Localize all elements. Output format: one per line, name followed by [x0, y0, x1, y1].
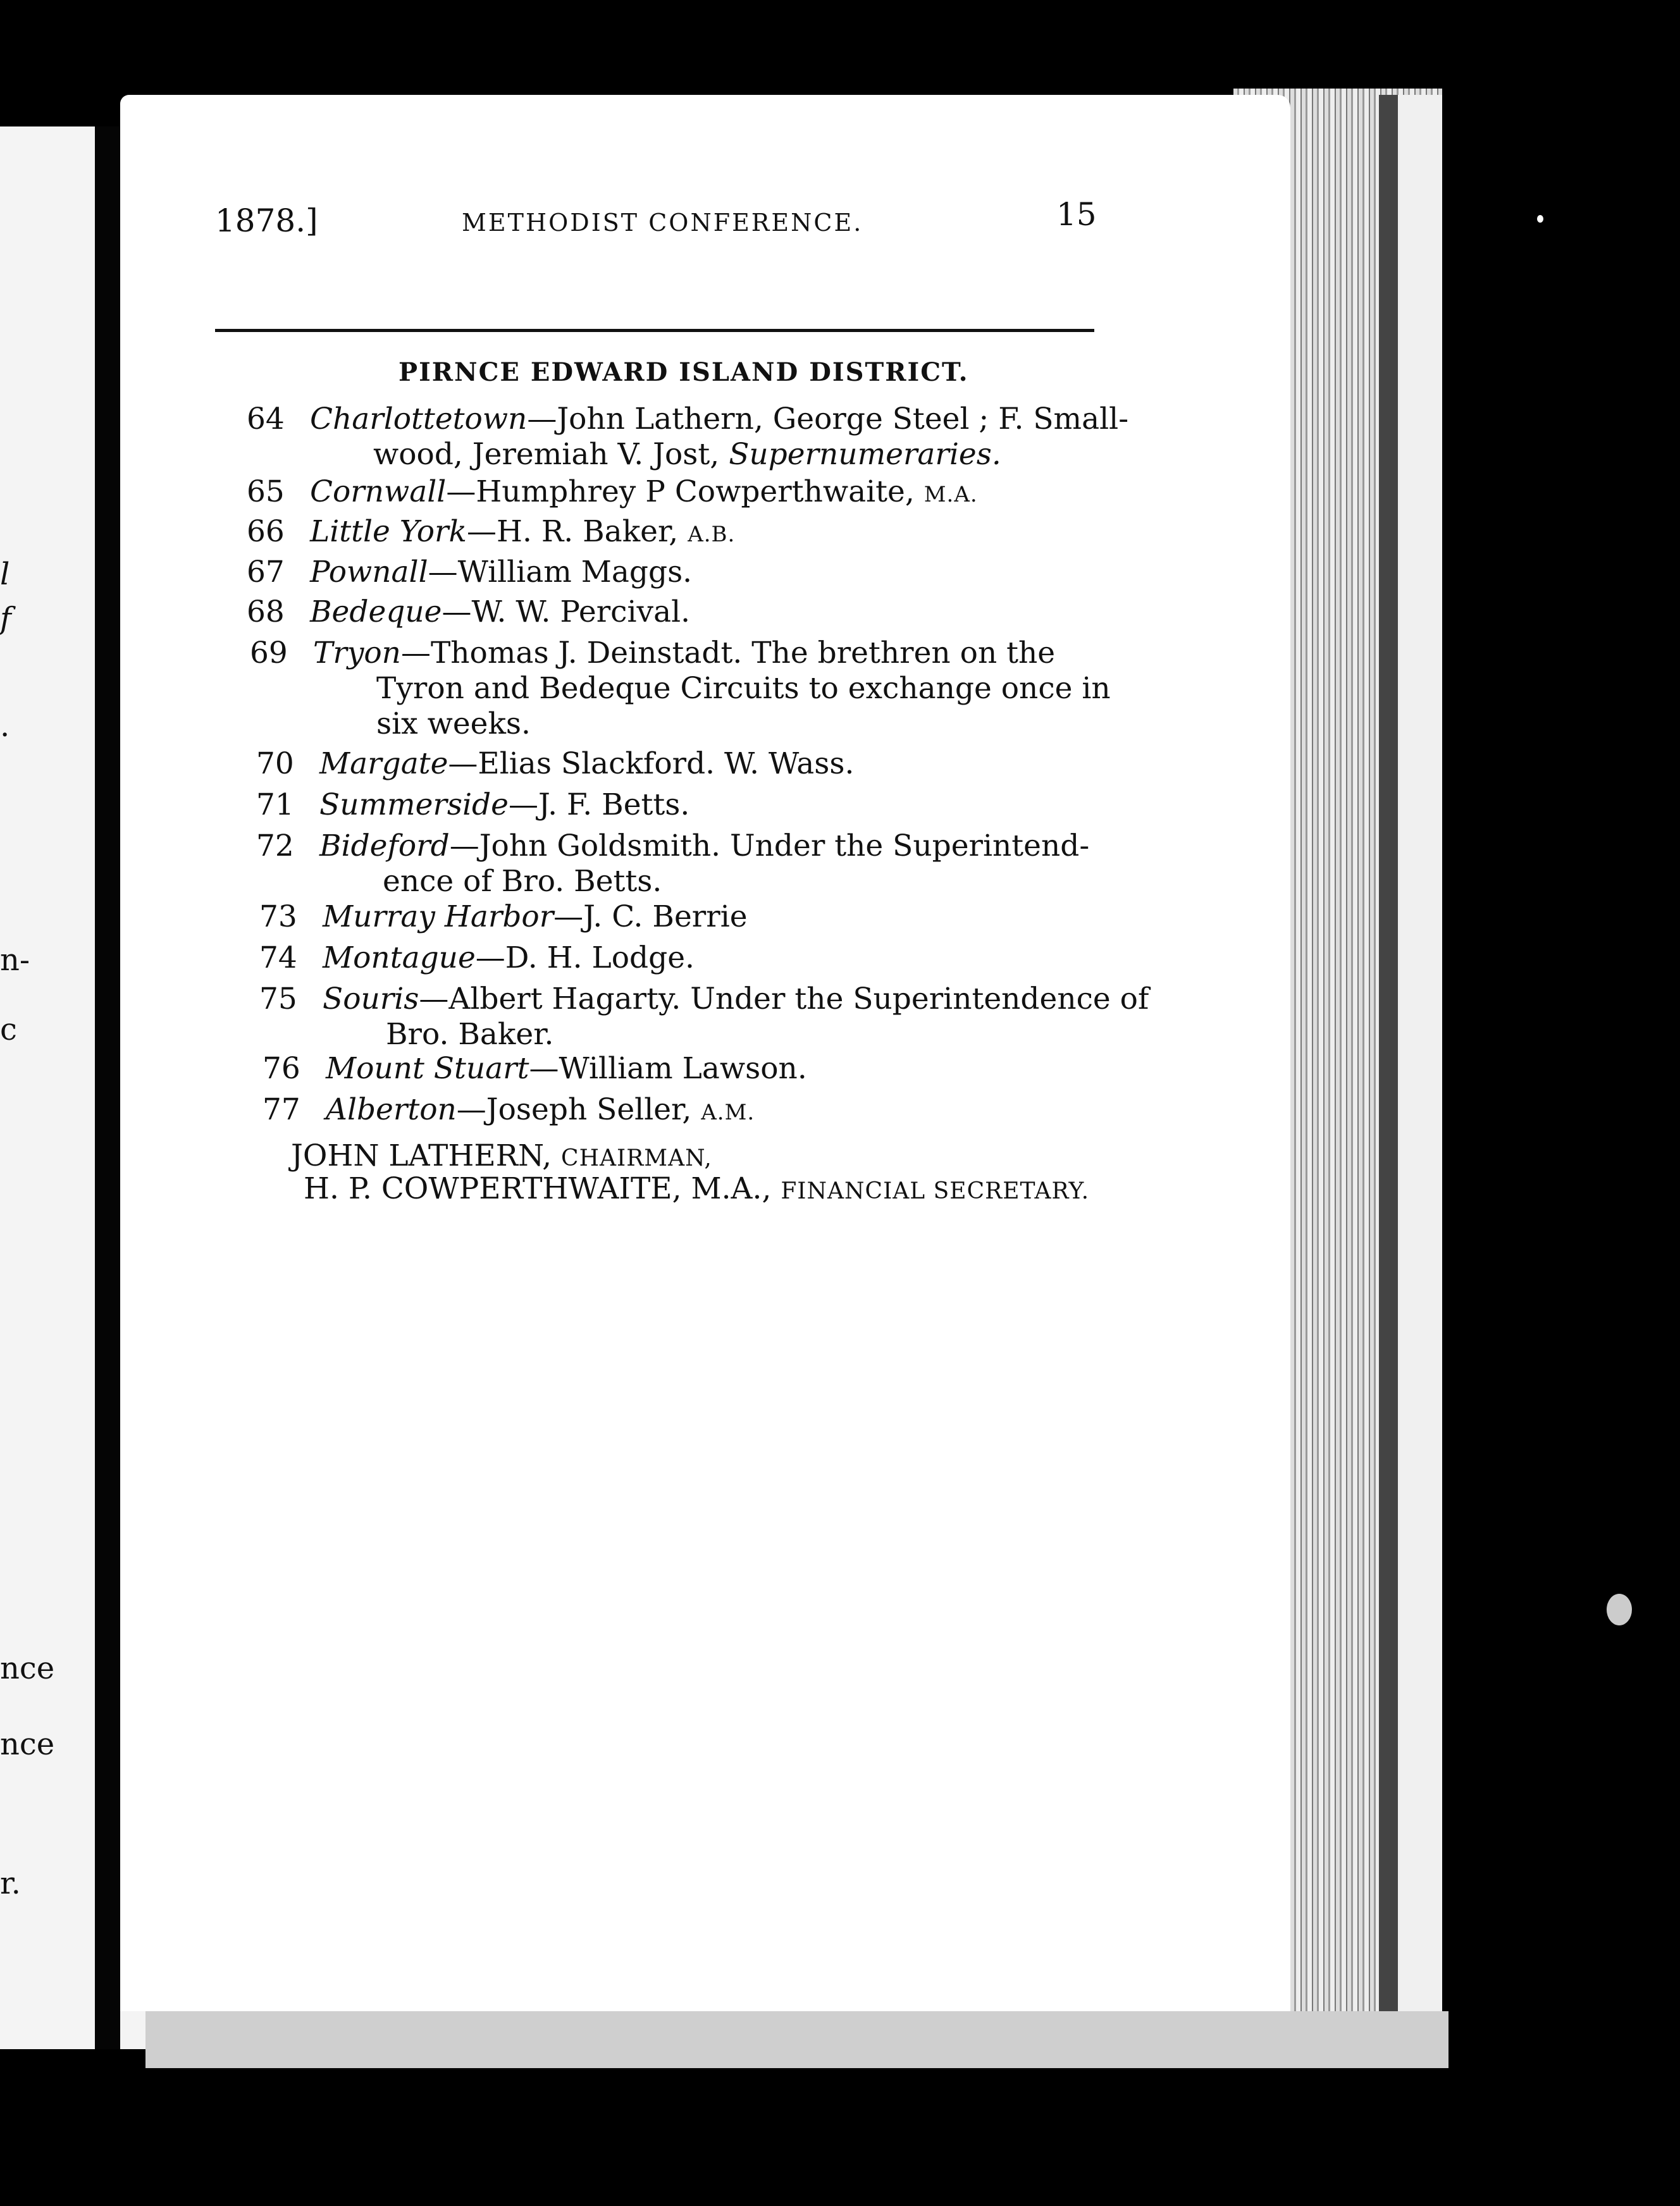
circuit-number: 66	[247, 514, 285, 549]
circuit-number: 67	[247, 555, 285, 589]
circuit-appointment: —Elias Slackford. W. Wass.	[448, 746, 855, 781]
chairman-signature	[291, 1138, 712, 1173]
circuit-number: 68	[247, 595, 285, 629]
circuit-name: Tryon	[313, 636, 401, 670]
circuit-appointment: —J. F. Betts.	[508, 787, 690, 822]
facing-page-fragment: .	[0, 708, 10, 744]
running-head-title: METHODIST CONFERENCE.	[462, 209, 863, 237]
circuit-name: Alberton	[326, 1092, 457, 1127]
circuit-number: 72	[256, 829, 294, 863]
facing-page-fragment: c	[0, 1012, 17, 1047]
circuit-name: Summerside	[319, 787, 509, 822]
circuit-number: 65	[247, 474, 285, 509]
degree: M.A.	[923, 482, 978, 507]
circuit-appointment: ence of Bro. Betts.	[383, 864, 662, 899]
book-bottom-edge	[145, 2011, 1448, 2068]
circuit-appointment: —H. R. Baker,	[467, 514, 688, 549]
book-page	[120, 95, 1290, 2011]
circuit-name: Charlottetown	[310, 402, 528, 436]
facing-page-fragment: nce	[0, 1651, 55, 1686]
header-rule	[215, 329, 1094, 332]
circuit-appointment: Bro. Baker.	[386, 1017, 554, 1052]
book-gutter	[95, 126, 120, 2049]
secretary-signature	[304, 1171, 1089, 1206]
circuit-number: 71	[256, 787, 294, 822]
circuit-appointment: —William Maggs.	[428, 555, 693, 589]
circuit-number: 74	[259, 940, 297, 975]
facing-page-fragment: l	[0, 557, 10, 592]
circuit-name: Cornwall	[310, 474, 447, 509]
circuit-appointment: —Humphrey P Cowperthwaite,	[446, 474, 924, 509]
circuit-appointment: —Joseph Seller,	[456, 1092, 701, 1127]
dust-speck	[1607, 1594, 1632, 1625]
circuit-appointment: —W. W. Percival.	[442, 595, 691, 629]
facing-page-fragment: n-	[0, 942, 30, 978]
circuit-appointment: —Thomas J. Deinstadt. The brethren on the	[400, 636, 1056, 670]
circuit-appointment: —John Lathern, George Steel ; F. Small-	[527, 402, 1129, 436]
circuit-appointment: six weeks.	[376, 706, 531, 741]
secretary-name: H. P. COWPERTHWAITE, M.A.,	[304, 1171, 781, 1206]
book-cover-edge	[1398, 95, 1442, 2018]
chairman-name: JOHN LATHERN,	[291, 1138, 562, 1173]
degree: A.M.	[701, 1100, 755, 1125]
circuit-name: Souris	[323, 982, 419, 1016]
circuit-number: 69	[250, 636, 288, 670]
circuit-name: Pownall	[310, 555, 428, 589]
circuit-appointment: —John Goldsmith. Under the Superintend-	[449, 829, 1090, 863]
circuit-name: Bideford	[319, 829, 450, 863]
circuit-name: Bedeque	[310, 595, 442, 629]
circuit-appointment: —J. C. Berrie	[553, 899, 748, 934]
circuit-appointment: —William Lawson.	[529, 1051, 807, 1086]
circuit-name: Montague	[323, 940, 476, 975]
facing-page-fragment: nce	[0, 1727, 55, 1762]
circuit-number: 73	[259, 899, 297, 934]
chairman-role: CHAIRMAN,	[561, 1145, 712, 1171]
district-title: PIRNCE EDWARD ISLAND DISTRICT.	[398, 357, 969, 387]
facing-page-fragment: f	[0, 601, 11, 636]
circuit-appointment: —Albert Hagarty. Under the Superintendence of	[419, 982, 1149, 1016]
circuit-appointment: Tyron and Bedeque Circuits to exchange once in	[376, 671, 1111, 706]
circuit-name: Mount Stuart	[326, 1051, 529, 1086]
page-number: 15	[1056, 196, 1097, 233]
circuit-name: Murray Harbor	[323, 899, 554, 934]
secretary-role: FINANCIAL SECRETARY.	[781, 1178, 1090, 1204]
facing-page-fragment: r.	[0, 1866, 21, 1901]
circuit-number: 77	[262, 1092, 300, 1127]
running-head-year: 1878.]	[215, 202, 318, 239]
circuit-note: Supernumeraries.	[729, 437, 1001, 472]
circuit-number: 76	[262, 1051, 300, 1086]
dust-speck	[1537, 215, 1543, 223]
circuit-appointment: wood, Jeremiah V. Jost,	[373, 437, 729, 472]
circuit-appointment: —D. H. Lodge.	[475, 940, 695, 975]
circuit-name: Margate	[319, 746, 448, 781]
circuit-name: Little York	[310, 514, 467, 549]
circuit-number: 70	[256, 746, 294, 781]
degree: A.B.	[688, 522, 736, 547]
circuit-number: 75	[259, 982, 297, 1016]
circuit-number: 64	[247, 402, 285, 436]
